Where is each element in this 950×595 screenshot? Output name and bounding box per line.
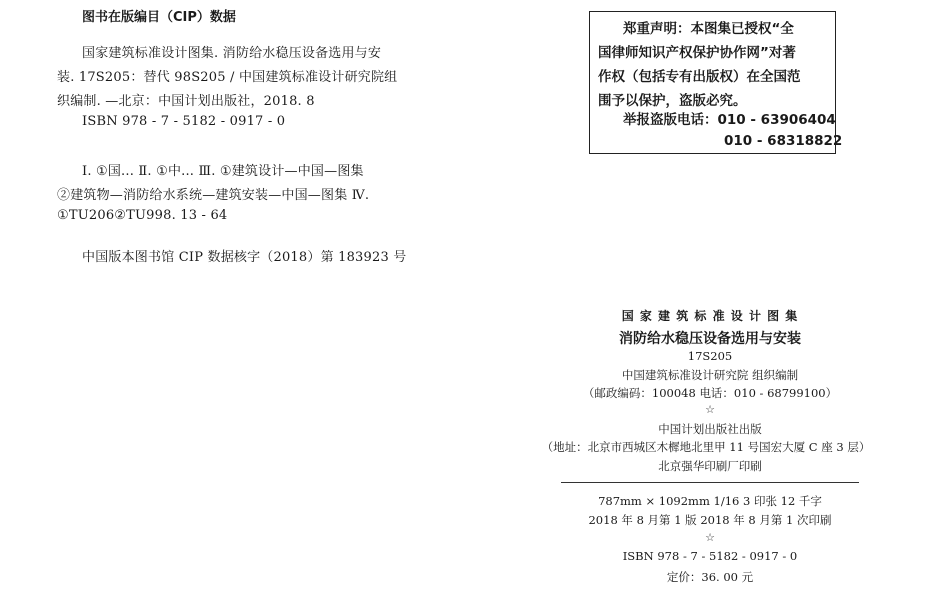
notice-line: 郑重声明：本图集已授权“全	[623, 21, 794, 37]
star-divider: ☆	[705, 403, 715, 416]
imprint-divider	[561, 482, 859, 483]
notice-hotline: 举报盗版电话：010 - 63906404	[623, 112, 836, 128]
star-divider: ☆	[705, 531, 715, 544]
cip-subject-line: ①TU206②TU998. 13 - 64	[57, 208, 228, 223]
notice-line: 作权（包括专有出版权）在全国范	[598, 69, 801, 85]
imprint-price: 定价：36. 00 元	[666, 570, 754, 584]
notice-line: 国律师知识产权保护协作网”对著	[598, 45, 796, 61]
cip-record-line: 织编制. —北京：中国计划出版社，2018. 8	[57, 94, 315, 109]
imprint-publisher: 中国计划出版社出版	[658, 422, 762, 436]
cip-heading: 图书在版编目（CIP）数据	[82, 10, 236, 25]
imprint-contact: （邮政编码：100048 电话：010 - 68799100）	[582, 386, 838, 400]
imprint-compiler: 中国建筑标准设计研究院 组织编制	[621, 368, 799, 382]
cip-data-number: 中国版本图书馆 CIP 数据核字（2018）第 183923 号	[82, 250, 407, 265]
imprint-address: （地址：北京市西城区木樨地北里甲 11 号国宏大厦 C 座 3 层）	[541, 440, 871, 454]
imprint-title: 消防给水稳压设备选用与安装	[619, 331, 801, 347]
cip-record-line: 装. 17S205：替代 98S205 / 中国建筑标准设计研究院组	[57, 70, 398, 85]
imprint-edition: 2018 年 8 月第 1 版 2018 年 8 月第 1 次印刷	[588, 513, 832, 527]
imprint-printer: 北京强华印刷厂印刷	[658, 459, 762, 473]
cip-isbn: ISBN 978 - 7 - 5182 - 0917 - 0	[82, 114, 286, 129]
notice-line: 围予以保护，盗版必究。	[598, 93, 747, 109]
notice-hotline: 010 - 68318822	[724, 133, 843, 149]
imprint-series: 国 家 建 筑 标 准 设 计 图 集	[621, 309, 799, 323]
imprint-isbn: ISBN 978 - 7 - 5182 - 0917 - 0	[622, 549, 798, 563]
cip-record-line: 国家建筑标准设计图集. 消防给水稳压设备选用与安	[82, 46, 382, 61]
copyright-notice-box	[589, 11, 843, 154]
cip-subject-line: ②建筑物—消防给水系统—建筑安装—中国—图集 Ⅳ.	[57, 188, 370, 203]
cip-subject-line: Ⅰ. ①国... Ⅱ. ①中... Ⅲ. ①建筑设计—中国—图集	[82, 164, 364, 179]
imprint-specs: 787mm × 1092mm 1/16 3 印张 12 千字	[598, 494, 822, 508]
imprint-code: 17S205	[687, 349, 733, 363]
